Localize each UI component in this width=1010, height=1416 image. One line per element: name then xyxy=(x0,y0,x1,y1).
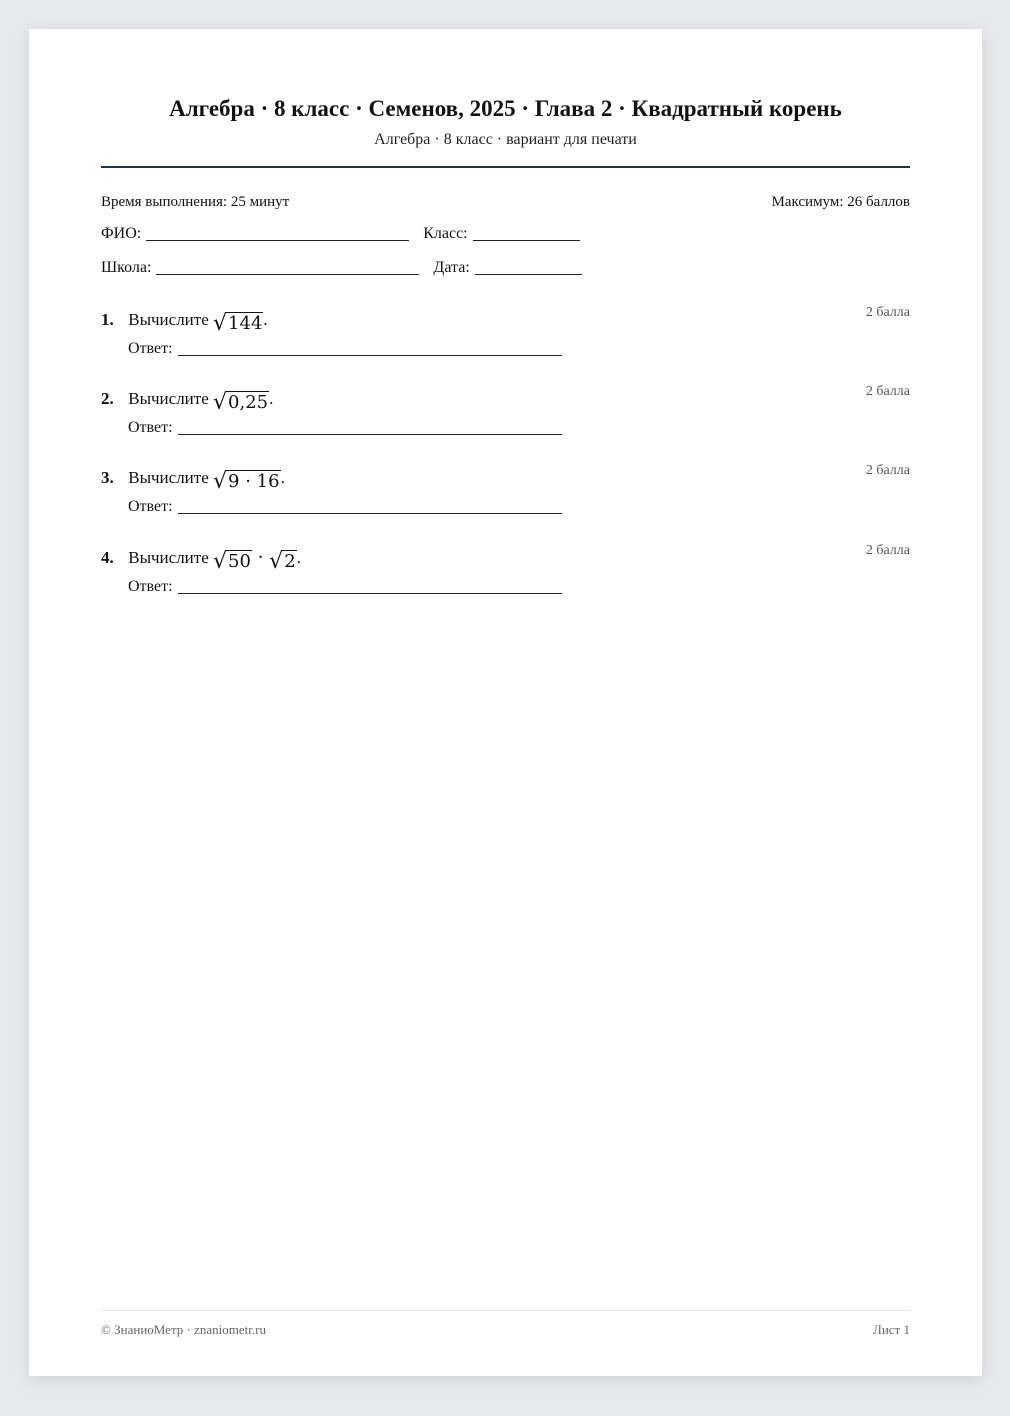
task-text: Вычислите xyxy=(128,310,209,329)
task-tail: . xyxy=(263,310,268,329)
task-3 xyxy=(101,463,910,517)
class-field[interactable] xyxy=(473,224,580,241)
footer-divider xyxy=(101,1310,910,1311)
sqrt-expression xyxy=(213,391,269,414)
task-tail: . xyxy=(280,468,285,487)
answer-row xyxy=(128,339,910,359)
max-score: Максимум: 26 баллов xyxy=(771,194,910,210)
task-expression xyxy=(213,463,281,493)
sqrt-icon: √ xyxy=(213,311,228,336)
sqrt-expression xyxy=(213,550,252,573)
date-label: Дата: xyxy=(433,259,470,276)
radicand: 0,25 xyxy=(228,392,269,413)
answer-row xyxy=(128,418,910,438)
sqrt-expression xyxy=(269,550,296,573)
time-limit: Время выполнения: 25 минут xyxy=(101,194,290,210)
answer-row xyxy=(128,577,910,597)
radicand: 9 · 16 xyxy=(228,471,280,492)
sqrt-icon: √ xyxy=(213,390,228,415)
footer-copyright: © ЗнаниоМетр · znaniometr.ru xyxy=(101,1322,266,1337)
page-number: Лист 1 xyxy=(873,1322,910,1337)
radicand: 2 xyxy=(284,551,296,572)
task-number: 2. xyxy=(101,389,114,408)
task-number: 4. xyxy=(101,548,114,567)
sqrt-expression xyxy=(213,312,263,335)
task-points: 2 балла xyxy=(865,384,910,399)
school-field[interactable] xyxy=(156,258,419,275)
task-text: Вычислите xyxy=(128,389,209,408)
page-title: Алгебра · 8 класс · Семенов, 2025 · Глава 2 · Квадратный корень xyxy=(169,96,842,121)
name-field[interactable] xyxy=(146,224,409,241)
task-expression xyxy=(213,305,263,335)
sqrt-icon: √ xyxy=(213,469,228,494)
task-statement xyxy=(101,543,910,573)
header-divider xyxy=(101,166,910,168)
name-label: ФИО: xyxy=(101,225,142,242)
multiply-operator: · xyxy=(257,547,264,568)
page-footer xyxy=(101,1321,910,1339)
task-points: 2 балла xyxy=(865,543,910,558)
answer-label: Ответ: xyxy=(128,419,173,436)
answer-field[interactable] xyxy=(178,418,562,435)
task-expression xyxy=(213,543,297,573)
answer-field[interactable] xyxy=(178,577,562,594)
task-points: 2 балла xyxy=(865,463,910,478)
task-2 xyxy=(101,384,910,438)
task-tail: . xyxy=(296,548,301,567)
school-date-row xyxy=(101,258,582,278)
task-4 xyxy=(101,543,910,597)
radicand: 144 xyxy=(228,313,263,334)
task-text: Вычислите xyxy=(128,468,209,487)
page-subtitle: Алгебра · 8 класс · вариант для печати xyxy=(374,131,637,148)
sqrt-icon: √ xyxy=(213,549,228,574)
answer-label: Ответ: xyxy=(128,498,173,515)
answer-field[interactable] xyxy=(178,339,562,356)
meta-row xyxy=(101,192,910,212)
answer-label: Ответ: xyxy=(128,340,173,357)
task-points: 2 балла xyxy=(865,305,910,320)
sqrt-icon: √ xyxy=(269,549,284,574)
answer-row xyxy=(128,497,910,517)
task-number: 1. xyxy=(101,310,114,329)
task-expression xyxy=(213,384,269,414)
worksheet-page xyxy=(29,29,982,1376)
answer-label: Ответ: xyxy=(128,578,173,595)
task-statement xyxy=(101,463,910,493)
name-class-row xyxy=(101,224,580,244)
task-statement xyxy=(101,384,910,414)
radicand: 50 xyxy=(228,551,251,572)
answer-field[interactable] xyxy=(178,497,562,514)
task-statement xyxy=(101,305,910,335)
task-number: 3. xyxy=(101,468,114,487)
date-field[interactable] xyxy=(475,258,582,275)
task-text: Вычислите xyxy=(128,548,209,567)
sqrt-expression xyxy=(213,470,281,493)
task-1 xyxy=(101,305,910,359)
school-label: Школа: xyxy=(101,259,152,276)
class-label: Класс: xyxy=(423,225,468,242)
task-tail: . xyxy=(269,389,274,408)
